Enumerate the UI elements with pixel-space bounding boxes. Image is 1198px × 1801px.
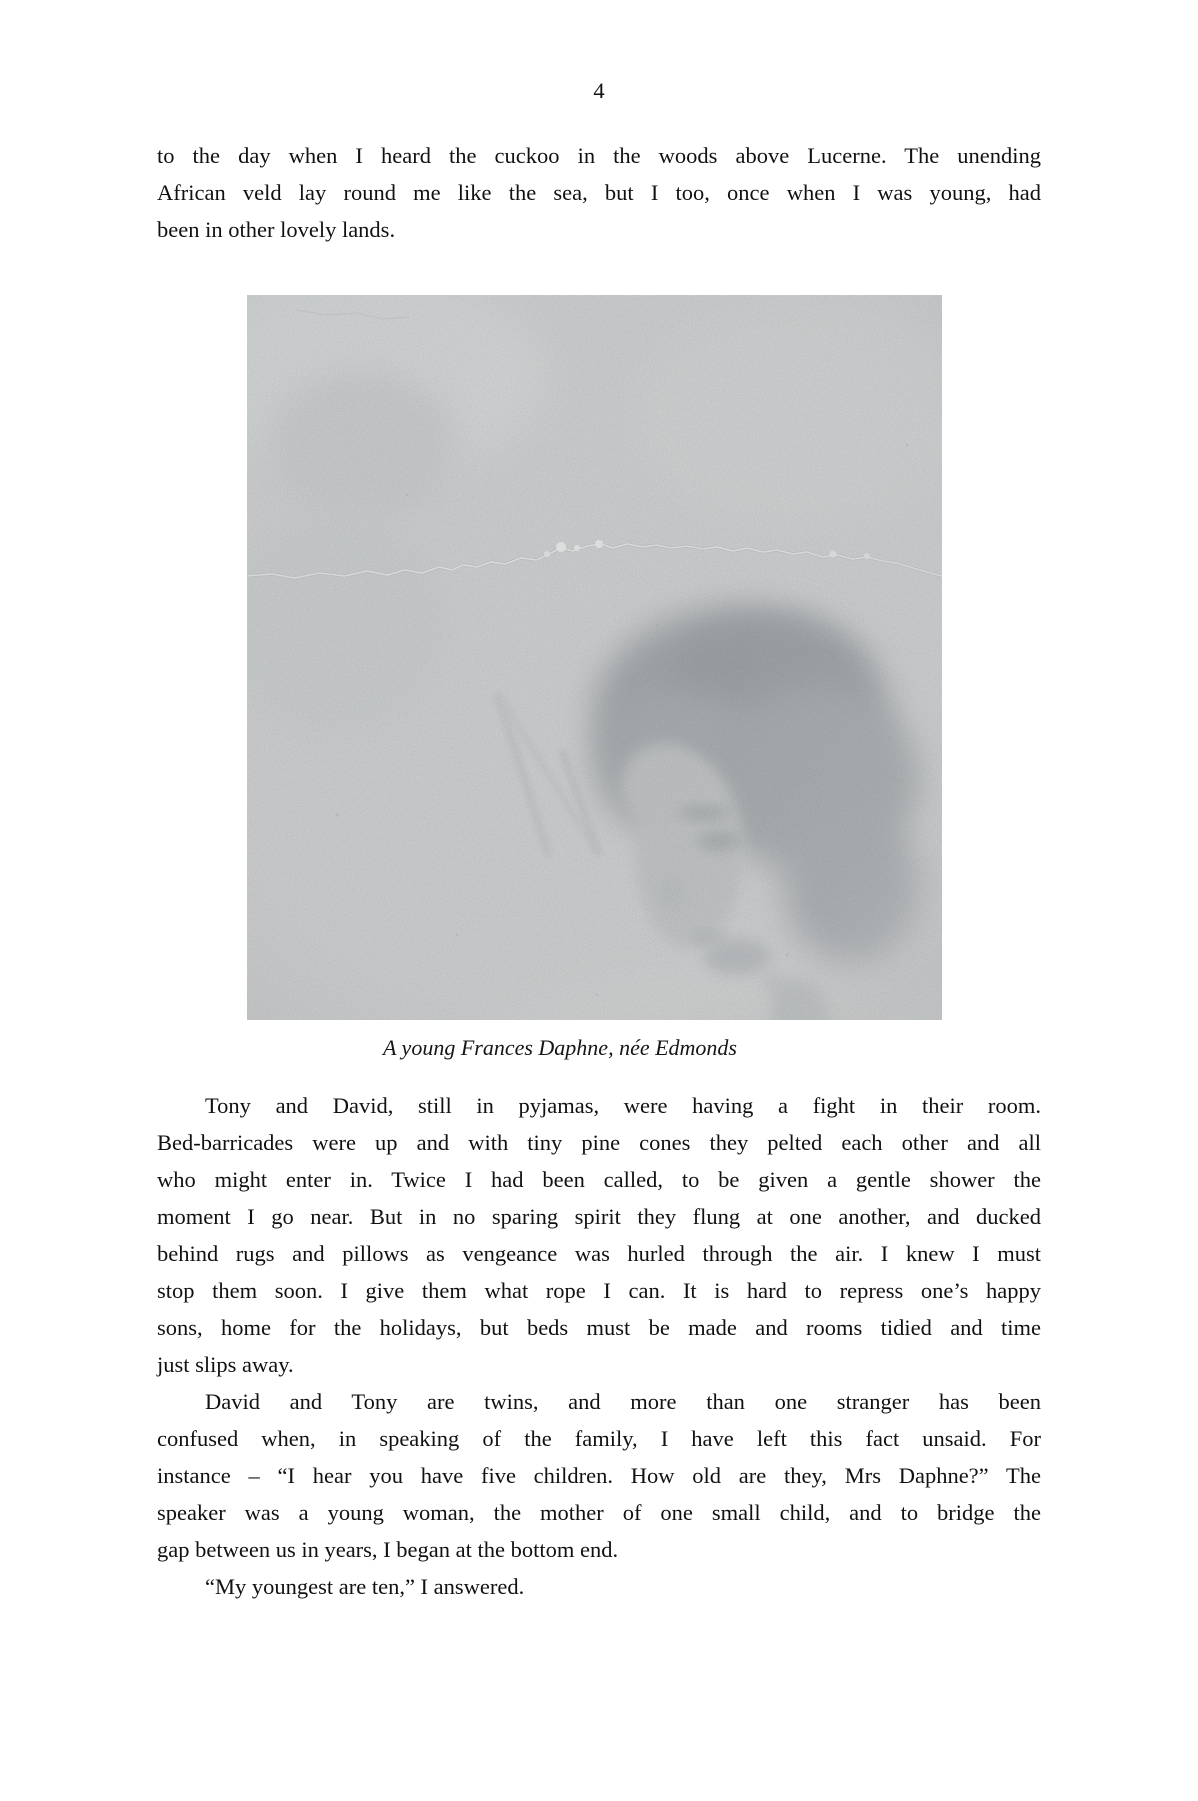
text-after-photo <box>157 1087 1041 1605</box>
text-line: African veld lay round me like the sea, but I too, once when I was young, had <box>157 180 1041 205</box>
text-line: Tony and David, still in pyjamas, were having a fight in their room. <box>205 1093 1041 1118</box>
portrait-photo-image <box>247 295 942 1020</box>
text-line: been in other lovely lands. <box>157 217 396 242</box>
paragraph <box>157 1087 1041 1383</box>
text-line: gap between us in years, I began at the bottom end. <box>157 1537 619 1562</box>
text-line: sons, home for the holidays, but beds must be made and rooms tidied and time <box>157 1315 1041 1340</box>
text-line: moment I go near. But in no sparing spirit they flung at one another, and ducked <box>157 1204 1041 1229</box>
text-line: to the day when I heard the cuckoo in the woods above Lucerne. The unending <box>157 143 1041 168</box>
text-line: instance – “I hear you have five children. How old are they, Mrs Daphne?” The <box>157 1463 1041 1488</box>
text-line: just slips away. <box>157 1352 294 1377</box>
paragraph <box>157 1383 1041 1568</box>
text-line: David and Tony are twins, and more than one stranger has been <box>205 1389 1041 1414</box>
paragraph <box>157 1568 1041 1605</box>
page-number: 4 <box>593 78 605 103</box>
text-before-photo <box>157 137 1041 248</box>
text-line: confused when, in speaking of the family, I have left this fact unsaid. For <box>157 1426 1041 1451</box>
text-line: Bed-barricades were up and with tiny pine cones they pelted each other and all <box>157 1130 1041 1155</box>
text-line: who might enter in. Twice I had been called, to be given a gentle shower the <box>157 1167 1041 1192</box>
text-line: behind rugs and pillows as vengeance was hurled through the air. I knew I must <box>157 1241 1041 1266</box>
portrait-photo <box>247 295 942 1020</box>
text-line: stop them soon. I give them what rope I can. It is hard to repress one’s happy <box>157 1278 1041 1303</box>
paragraph <box>157 137 1041 248</box>
photo-caption: A young Frances Daphne, née Edmonds <box>383 1035 737 1060</box>
text-line: speaker was a young woman, the mother of one small child, and to bridge the <box>157 1500 1041 1525</box>
text-line: “My youngest are ten,” I answered. <box>205 1574 525 1599</box>
